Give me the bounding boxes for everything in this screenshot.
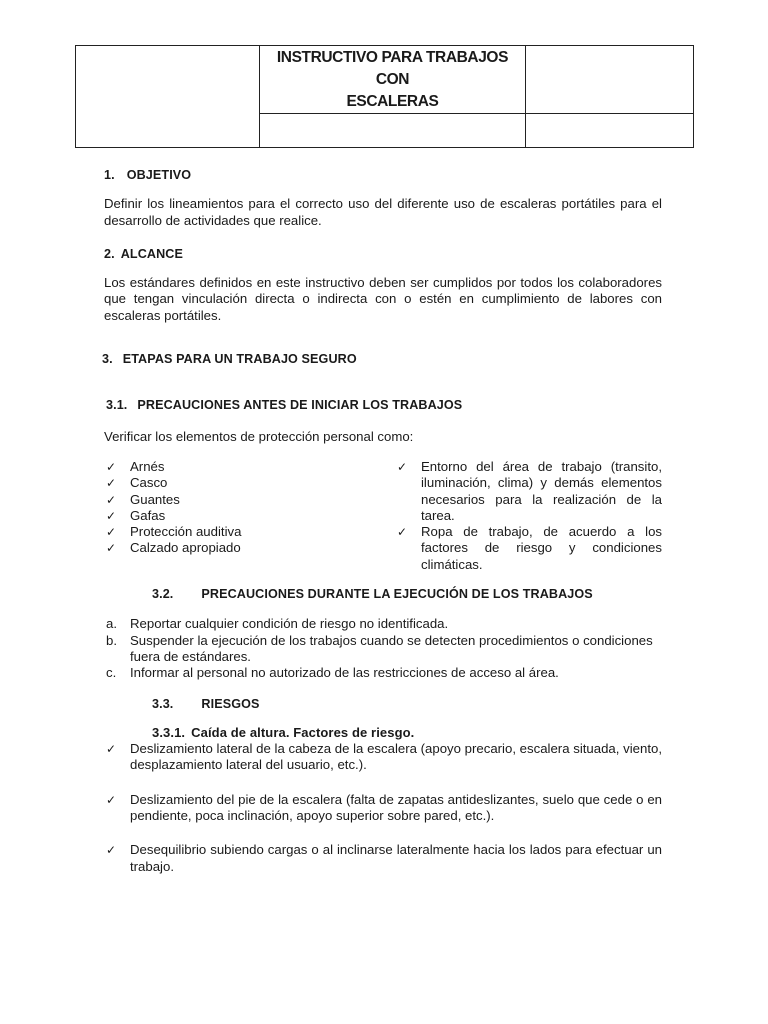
- risk-factor-item: [104, 741, 662, 774]
- list-item-text: Calzado apropiado: [130, 540, 241, 556]
- check-icon: ✓: [106, 476, 117, 491]
- subsection-heading-3-3-1: [152, 725, 662, 741]
- check-icon: ✓: [106, 492, 117, 507]
- list-item-text: Deslizamiento del pie de la escalera (falta de zapatas antideslizantes, suelo que cede o en pendiente, poca inclinación, apoyo superior sobre pared, etc.).: [130, 791, 662, 824]
- epp-item: [104, 492, 371, 508]
- subsection-number: 3.1.: [106, 398, 128, 413]
- document-title: [260, 46, 525, 114]
- subsection-title: PRECAUCIONES DURANTE LA EJECUCIÓN DE LOS TRABAJOS: [201, 587, 593, 602]
- risk-factors: [104, 741, 662, 875]
- check-icon: ✓: [106, 792, 117, 807]
- list-item-marker: b.: [106, 632, 117, 648]
- list-item-text: Desequilibrio subiendo cargas o al inclinarse lateralmente hacia los lados para efectuar un trabajo.: [130, 842, 662, 874]
- subsection-heading-3-1: [106, 397, 662, 413]
- check-icon: ✓: [106, 843, 117, 858]
- epp-right-list: [395, 459, 662, 573]
- section-number: 1.: [104, 168, 115, 182]
- epp-right-column: [395, 459, 662, 573]
- check-icon: ✓: [106, 541, 117, 556]
- logo-cell: [76, 46, 260, 148]
- epp-item: [104, 459, 371, 475]
- subsection-number: 3.2.: [152, 587, 174, 602]
- list-item-text: Reportar cualquier condición de riesgo no identificada.: [130, 616, 449, 632]
- section-heading-etapas: [102, 351, 662, 367]
- epp-checklist: [104, 459, 662, 573]
- epp-item: [104, 508, 371, 524]
- section-heading-alcance: [104, 246, 662, 262]
- subsection-title: PRECAUCIONES ANTES DE INICIAR LOS TRABAJOS: [137, 398, 463, 413]
- document-title-line-2: ESCALERAS: [346, 92, 439, 110]
- version-cell: [260, 114, 525, 148]
- document-header-table: [75, 45, 694, 148]
- list-item-marker: a.: [106, 616, 117, 632]
- list-item-text: Ropa de trabajo, de acuerdo a los factores de riesgo y condiciones climáticas.: [421, 524, 662, 572]
- objetivo-paragraph: Definir los lineamientos para el correcto uso del diferente uso de escaleras portátiles para el desarrollo de actividades que realice.: [104, 196, 662, 228]
- risk-factor-item: [104, 792, 662, 825]
- risk-factor-item: [104, 842, 662, 875]
- section-title: ETAPAS PARA UN TRABAJO SEGURO: [122, 352, 357, 367]
- epp-item: [104, 540, 371, 556]
- epp-item: [395, 459, 662, 524]
- document-title-line-1: INSTRUCTIVO PARA TRABAJOS CON: [276, 48, 509, 88]
- section-heading-objetivo: [104, 167, 662, 183]
- section-title: ALCANCE: [120, 246, 183, 261]
- list-item-text: Casco: [130, 475, 168, 491]
- alcance-paragraph: Los estándares definidos en este instructivo deben ser cumplidos por todos los colaboradores que tengan vinculación directa o indirecta con o estén en cumplimiento de labores con escaleras portátiles.: [104, 275, 662, 323]
- subsection-number: 3.3.1.: [152, 724, 186, 740]
- epp-item: [395, 524, 662, 573]
- check-icon: ✓: [106, 508, 117, 523]
- check-icon: ✓: [397, 525, 408, 540]
- check-icon: ✓: [106, 459, 117, 474]
- list-item-text: Guantes: [130, 491, 180, 507]
- document-body: [104, 160, 662, 875]
- risk-factors-list: [104, 741, 662, 875]
- epp-left-column: [104, 459, 371, 573]
- list-item-text: Entorno del área de trabajo (transito, iluminación, clima) y demás elementos necesarios para la realización de la tarea.: [421, 458, 662, 523]
- subsection-number: 3.3.: [152, 696, 174, 711]
- subsection-title: Caída de altura. Factores de riesgo.: [191, 724, 415, 740]
- precaution-item: [104, 616, 662, 632]
- epp-item: [104, 475, 371, 491]
- precaution-item: [104, 665, 662, 681]
- list-item-text: Gafas: [130, 507, 166, 523]
- list-item-text: Informar al personal no autorizado de las restricciones de acceso al área.: [130, 665, 559, 681]
- list-item-marker: c.: [106, 665, 117, 681]
- subsection-heading-3-3: [152, 696, 662, 712]
- subsection-title: RIESGOS: [201, 696, 260, 711]
- precaution-item: [104, 633, 662, 666]
- epp-left-list: [104, 459, 371, 557]
- check-icon: ✓: [397, 459, 408, 474]
- check-icon: ✓: [106, 525, 117, 540]
- check-icon: ✓: [106, 742, 117, 757]
- list-item-text: Arnés: [130, 458, 165, 474]
- code-cell: [525, 46, 693, 114]
- epp-item: [104, 524, 371, 540]
- list-item-text: Suspender la ejecución de los trabajos cuando se detecten procedimientos o condiciones fuera de estándares.: [130, 632, 653, 664]
- subsection-heading-3-2: [152, 586, 662, 602]
- epp-intro: Verificar los elementos de protección personal como:: [104, 428, 414, 444]
- section-number: 3.: [102, 352, 113, 367]
- date-cell: [525, 114, 693, 148]
- list-item-text: Protección auditiva: [130, 524, 242, 540]
- section-title: OBJETIVO: [126, 168, 192, 182]
- list-item-text: Deslizamiento lateral de la cabeza de la escalera (apoyo precario, escalera situada, viento, desplazamiento lateral del usuario, etc.).: [130, 741, 662, 773]
- section-number: 2.: [104, 246, 115, 261]
- precautions-list: [104, 616, 662, 681]
